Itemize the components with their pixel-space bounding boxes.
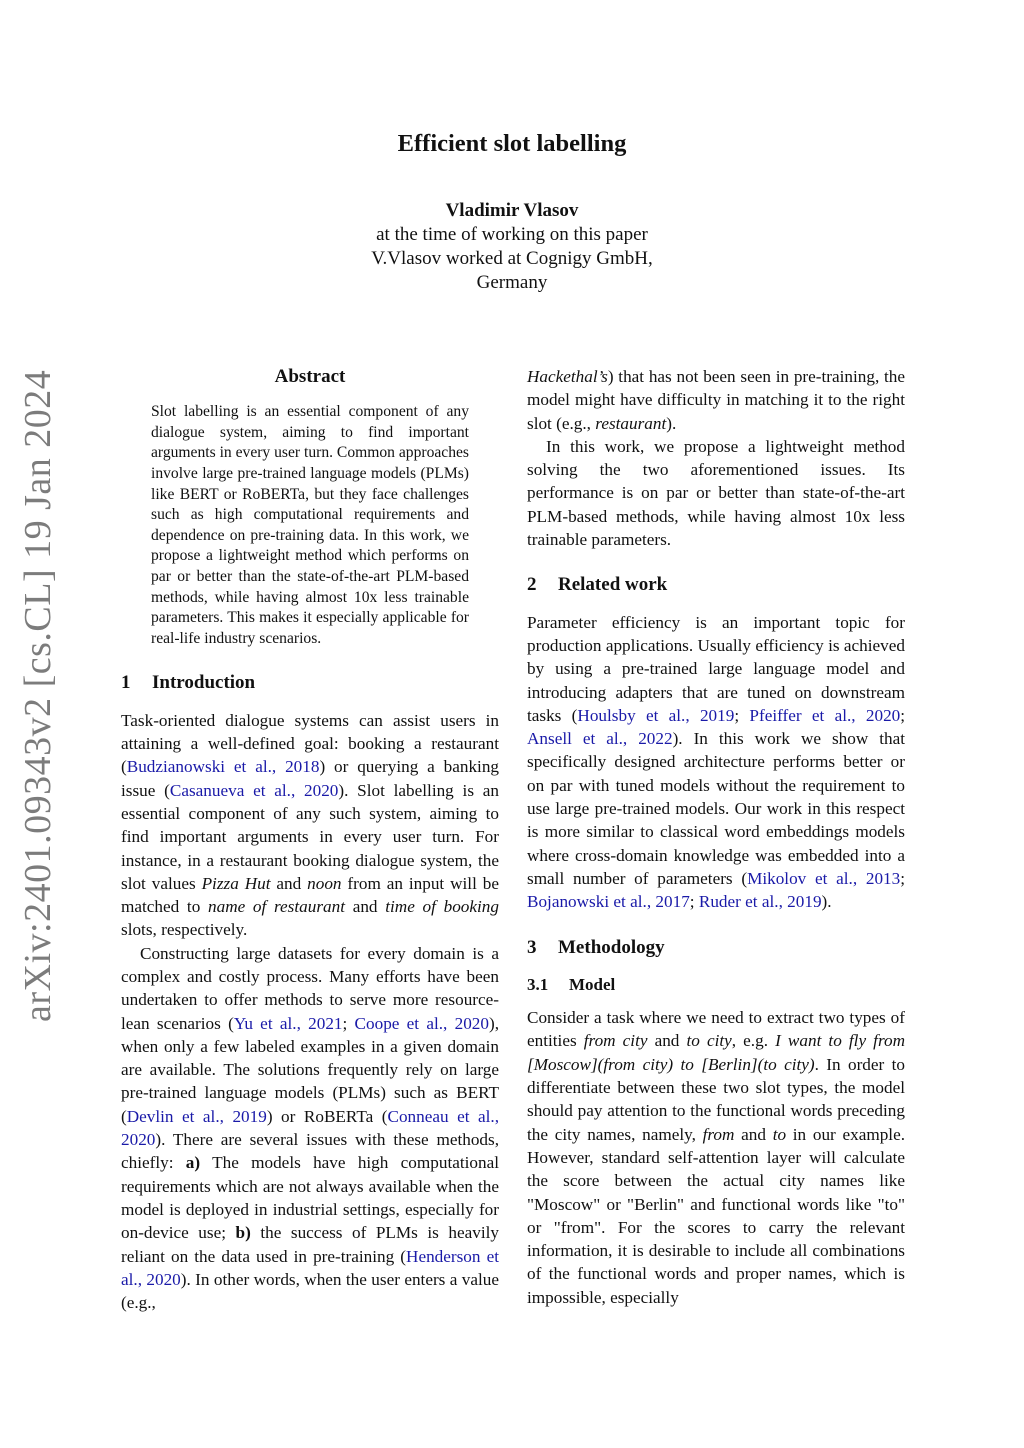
citation-link[interactable]: Coope et al., 2020 xyxy=(354,1013,489,1033)
paper-title: Efficient slot labelling xyxy=(397,130,627,157)
affiliation-line: V.Vlasov worked at Cognigy GmbH, xyxy=(371,248,653,269)
section-title: Introduction xyxy=(152,672,256,694)
section-number: 3 xyxy=(527,936,537,958)
citation-link[interactable]: Ansell et al., 2022 xyxy=(527,729,673,749)
abstract-heading: Abstract xyxy=(274,366,346,387)
citation-link[interactable]: Ruder et al., 2019 xyxy=(698,892,822,912)
related-work-paragraph: Parameter efficiency is an important topic for production applications. Usually efficiency is achieved by using a pre-trained large language model and introducing adapters that are tuned on downstream tasks (Houlsby et al., 2019; Pfeiffer et al., 2020; Ansell et al., 2022). In this work we show that specifically designed architecture performs better or on par with tuned models without the requirement to use large pre-trained models. Our work in this respect is more similar to classical word embeddings models where cross-domain knowledge was embedded into a small number of parameters (Mikolov et al., 2013; Bojanowski et al., 2017; Ruder et al., 2019). xyxy=(527,612,906,912)
model-paragraph: Consider a task where we need to extract two types of entities from city and to city, e.g. I want to fly from [Moscow](from city) to [Berlin](to city). In order to differentiate between these two slot types, the model should pay attention to the functional words preceding the city names, namely, from and to in our example. However, standard self-attention layer will calculate the score between the actual city names like "Moscow" or "Berlin" and functional words like "to" or "from". For the scores to carry the relevant information, it is desirable to include all combinations of the functional words and proper names, which is impossible, especially xyxy=(527,1008,905,1307)
section-title: Related work xyxy=(558,574,668,596)
subsection-heading-model xyxy=(527,973,905,996)
citation-link[interactable]: Henderson et al., 2020 xyxy=(121,1246,499,1289)
citation-link[interactable]: Casanueva et al., 2020 xyxy=(169,780,339,800)
citation-link[interactable]: Houlsby et al., 2019 xyxy=(577,705,735,725)
arxiv-identifier: arXiv:2401.09343v2 [cs.CL] 19 Jan 2024 xyxy=(17,369,59,1022)
subsection-number: 3.1 xyxy=(527,974,549,994)
author-name: Vladimir Vlasov xyxy=(445,200,579,221)
section-heading-methodology xyxy=(527,936,905,959)
section-title: Methodology xyxy=(558,936,665,958)
citation-link[interactable]: Mikolov et al., 2013 xyxy=(747,868,901,888)
left-column xyxy=(121,365,499,1314)
section-number: 2 xyxy=(527,574,537,596)
affiliation-line: Germany xyxy=(476,272,548,293)
subsection-title: Model xyxy=(569,974,616,994)
right-column xyxy=(527,365,905,1309)
intro-paragraph-3: In this work, we propose a lightweight method solving the two aforementioned issues. Its performance is on par or better than state-of-the-art PLM-based methods, while having almost 10x less trainable parameters. xyxy=(527,436,905,550)
citation-link[interactable]: Yu et al., 2021 xyxy=(233,1013,343,1033)
section-heading-introduction xyxy=(121,671,499,694)
intro-paragraph-1: Task-oriented dialogue systems can assist users in attaining a well-defined goal: booking a restaurant (Budzianowski et al., 2018) or querying a banking issue (Casanueva et al., 2020). Slot labelling is an essential component of any such system, aiming to find important arguments in every user turn. For instance, in a restaurant booking dialogue system, the slot values Pizza Hut and noon from an input will be matched to name of restaurant and time of booking slots, respectively. xyxy=(121,710,500,940)
abstract-text: Slot labelling is an essential component of any dialogue system, aiming to find important arguments in every user turn. Common approaches involve large pre-trained language models (PLMs) like BERT or RoBERTa, but they face challenges such as high computational requirements and dependence on pre-training data. In this work, we propose a lightweight method which performs on par or better than the state-of-the-art PLM-based methods, while having almost 10x less trainable parameters. This makes it especially applicable for real-life industry scenarios. xyxy=(151,403,470,647)
intro-paragraph-2: Constructing large datasets for every domain is a complex and costly process. Many efforts have been undertaken to offer methods to serve more resource-lean scenarios (Yu et al., 2021; Coope et al., 2020), when only a few labeled examples in a given domain are available. The solutions frequently rely on large pre-trained language models (PLMs) such as BERT (Devlin et al., 2019) or RoBERTa (Conneau et al., 2020). There are several issues with these methods, chiefly: a) The models have high computational requirements which are not always available when the model is deployed in industrial settings, especially for on-device use; b) the success of PLMs is heavily reliant on the data used in pre-training (Henderson et al., 2020). In other words, when the user enters a value (e.g., xyxy=(121,943,500,1313)
citation-link[interactable]: Bojanowski et al., 2017 xyxy=(527,892,690,912)
section-heading-related-work xyxy=(527,573,905,596)
citation-link[interactable]: Budzianowski et al., 2018 xyxy=(126,757,320,777)
citation-link[interactable]: Pfeiffer et al., 2020 xyxy=(749,705,901,725)
section-number: 1 xyxy=(121,672,131,694)
author-block xyxy=(0,199,1024,295)
affiliation-line: at the time of working on this paper xyxy=(376,224,648,245)
intro-paragraph-continued: Hackethal’s) that has not been seen in pre-training, the model might have difficulty in matching it to the right slot (e.g., restaurant). xyxy=(527,367,905,433)
citation-link[interactable]: Conneau et al., 2020 xyxy=(121,1106,500,1150)
citation-link[interactable]: Devlin et al., 2019 xyxy=(126,1106,267,1126)
